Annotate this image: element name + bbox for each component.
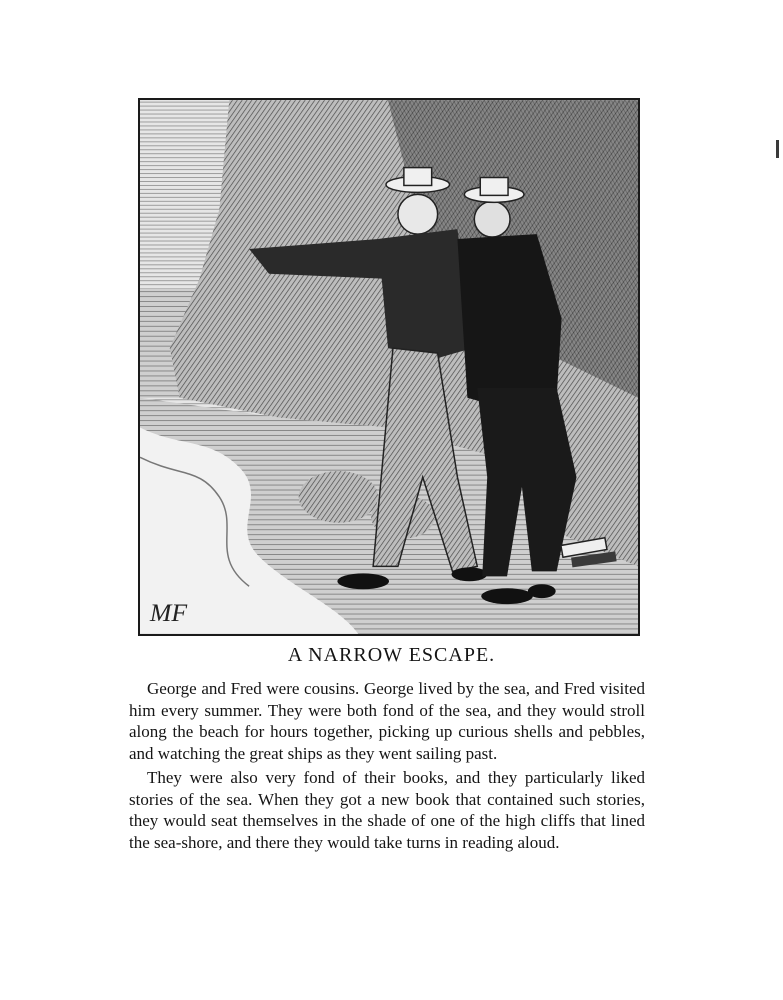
paragraph-2: They were also very fond of their books, and they particularly liked stories of the sea. When they got a new book that contained such stories, they would seat themselves in the shade of one of the high cliffs that lined the sea-shore, and there they would take turns in reading aloud. [129,768,645,852]
paragraph-1: George and Fred were cousins. George lived by the sea, and Fred visited him every summer. They were both fond of the sea, and they would stroll along the beach for hours together, picking up curious shells and pebbles, and watching the great ships as they went sailing past. [129,679,645,763]
chapter-title: A NARROW ESCAPE. [287,644,496,666]
story-text [129,678,645,856]
page-edge-mark [776,140,779,158]
artist-monogram: MF [149,597,188,627]
engraving-illustration [138,98,640,636]
engraving-scene [140,100,638,634]
